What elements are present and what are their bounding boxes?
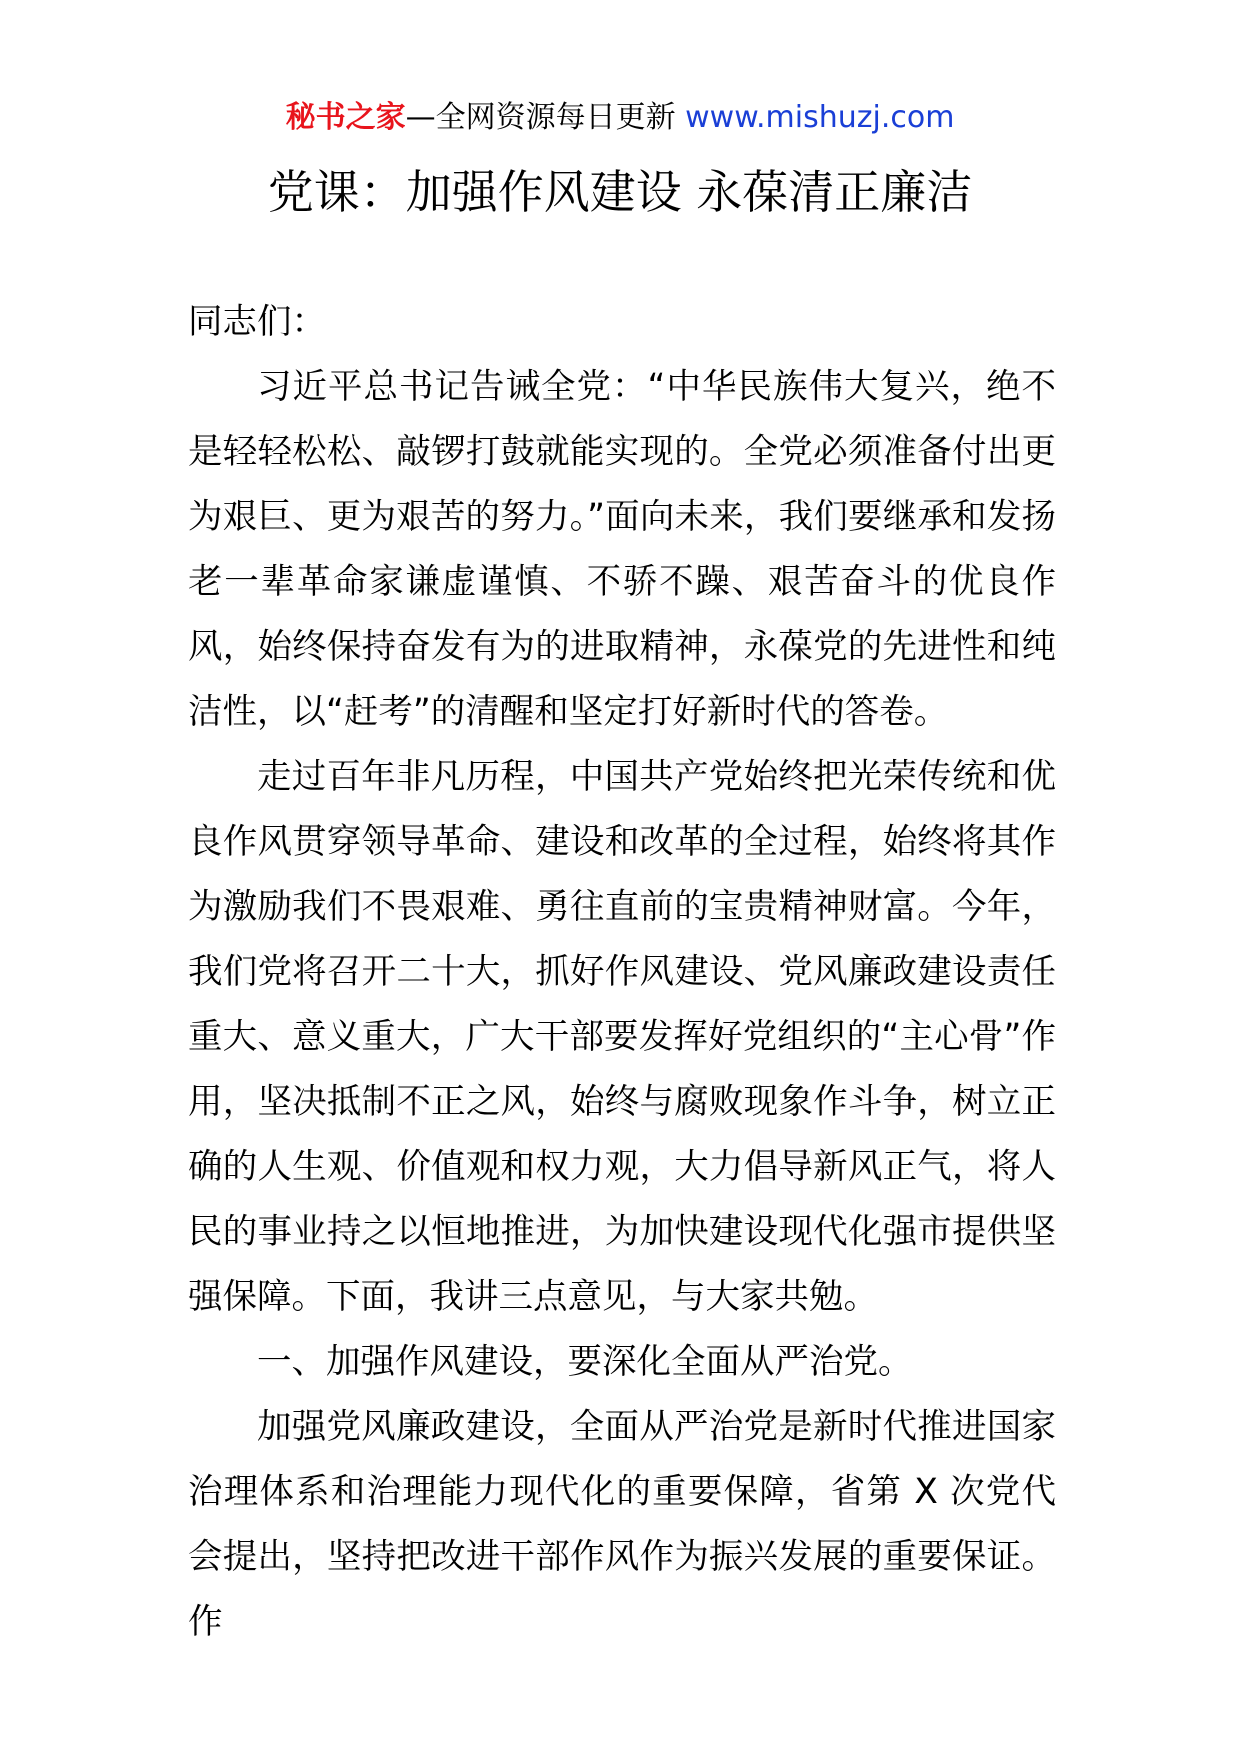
salutation: 同志们： [188, 302, 326, 342]
site-banner [0, 98, 1240, 138]
site-url-link[interactable]: www.mishuzj.com [685, 100, 955, 135]
document-title: 党课：加强作风建设 永葆清正廉洁 [267, 165, 973, 219]
document-body [188, 290, 1056, 1655]
paragraph-3: 加强党风廉政建设，全面从严治党是新时代推进国家治理体系和治理能力现代化的重要保障，省第 X 次党代会提出，坚持把改进干部作风作为振兴发展的重要保证。作 [188, 1407, 1056, 1642]
site-tagline: —全网资源每日更新 [405, 100, 686, 135]
site-brand: 秘书之家 [285, 100, 406, 135]
section-heading-1: 一、加强作风建设，要深化全面从严治党。 [257, 1342, 913, 1382]
paragraph-1: 习近平总书记告诫全党：“中华民族伟大复兴，绝不是轻轻松松、敲锣打鼓就能实现的。全党必须准备付出更为艰巨、更为艰苦的努力。”面向未来，我们要继承和发扬老一辈革命家谦虚谨慎、不骄不躁、艰苦奋斗的优良作风，始终保持奋发有为的进取精神，永葆党的先进性和纯洁性，以“赶考”的清醒和坚定打好新时代的答卷。 [188, 367, 1056, 732]
paragraph-2: 走过百年非凡历程，中国共产党始终把光荣传统和优良作风贯穿领导革命、建设和改革的全过程，始终将其作为激励我们不畏艰难、勇往直前的宝贵精神财富。今年，我们党将召开二十大，抓好作风建设、党风廉政建设责任重大、意义重大，广大干部要发挥好党组织的“主心骨”作用，坚决抵制不正之风，始终与腐败现象作斗争，树立正确的人生观、价值观和权力观，大力倡导新风正气，将人民的事业持之以恒地推进，为加快建设现代化强市提供坚强保障。下面，我讲三点意见，与大家共勉。 [188, 757, 1056, 1317]
